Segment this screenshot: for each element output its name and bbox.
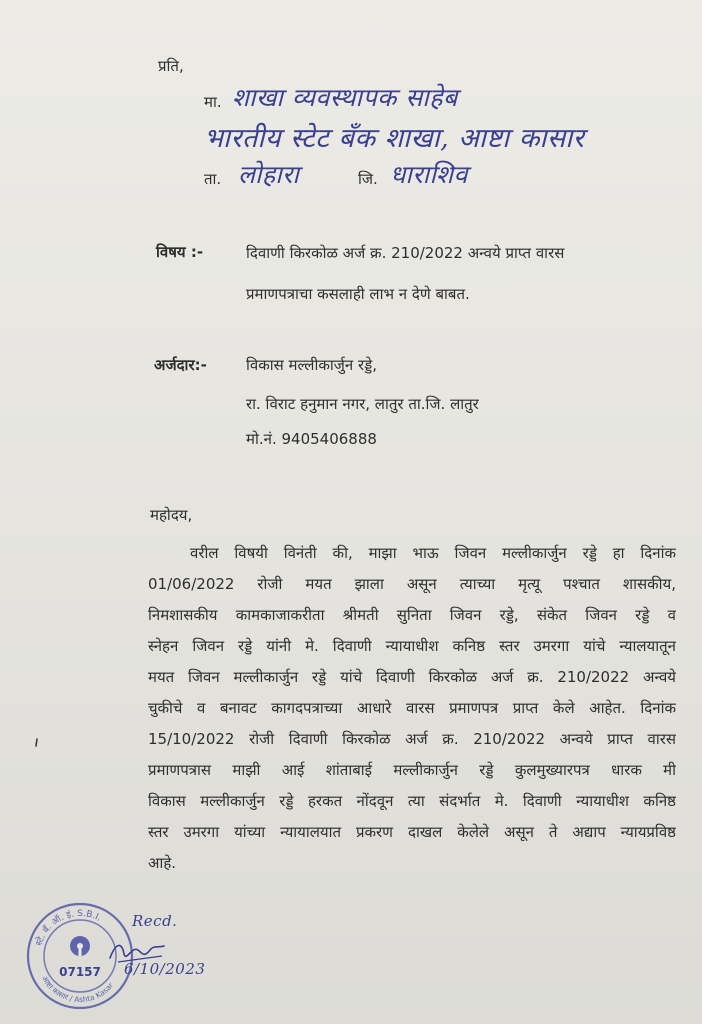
receipt-date: 6/10/2023	[124, 960, 206, 978]
subject-line1: दिवाणी किरकोळ अर्ज क्र. 210/2022 अन्वये प्राप्त वारस	[246, 244, 565, 262]
stamp-code: 07157	[59, 965, 101, 979]
stamp-bottom-text: आष्टा कासार / Ashta Kasar	[40, 974, 116, 1005]
applicant-label: अर्जदार:-	[154, 356, 207, 374]
district-value: धाराशिव	[390, 160, 468, 189]
ji-prefix: जि.	[358, 170, 378, 188]
body-line: विकास मल्लीकार्जुन रड्डे हरकत नोंदवून त्या संदर्भात मे. दिवाणी न्यायाधीश कनिष्ठ	[148, 792, 676, 810]
stamp-top-text: स्टे. बँ. ऑ. इं. S.B.I.	[34, 908, 103, 947]
ta-prefix: ता.	[204, 170, 222, 188]
body-line: निमशासकीय कामकाजाकरीता श्रीमती सुनिता जिवन रड्डे, संकेत जिवन रड्डे व	[148, 606, 676, 624]
body-paragraph	[148, 538, 676, 879]
subject-line2: प्रमाणपत्राचा कसलाही लाभ न देणे बाबत.	[246, 285, 470, 303]
receipt-recd: Recd.	[132, 912, 178, 930]
applicant-address: रा. विराट हनुमान नगर, लातुर ता.जि. लातुर	[246, 395, 479, 413]
body-line: 01/06/2022 रोजी मयत झाला असून त्याच्या मृत्यू पश्चात शासकीय,	[148, 575, 676, 593]
svg-text:स्टे. बँ. ऑ. इं. S.B.I.	[34, 909, 103, 947]
addressee-line1: शाखा व्यवस्थापक साहेब	[232, 83, 458, 112]
body-line: प्रमाणपत्रास माझी आई शांताबाई मल्लीकार्जुन रड्डे कुलमुख्यारपत्र धारक मी	[148, 761, 676, 779]
body-line: चुकीचे व बनावट कागदपत्राच्या आधारे वारस प्रमाणपत्र प्राप्त केले आहेत. दिनांक	[148, 699, 676, 717]
body-line: वरील विषयी विनंती की, माझा भाऊ जिवन मल्लीकार्जुन रड्डे हा दिनांक	[190, 544, 676, 562]
taluka-value: लोहारा	[238, 160, 300, 189]
applicant-mobile: मो.नं. 9405406888	[246, 430, 377, 448]
ma-prefix: मा.	[204, 93, 222, 111]
salutation: महोदय,	[150, 506, 193, 524]
addressee-line2: भारतीय स्टेट बँक शाखा, आष्टा कासार	[204, 123, 585, 154]
ink-mark	[34, 738, 40, 748]
body-line: आहे.	[148, 854, 177, 872]
body-line: मयत जिवन मल्लीकार्जुन रड्डे यांचे दिवाणी किरकोळ अर्ज क्र. 210/2022 अन्वये	[148, 668, 676, 686]
body-line: स्नेहन जिवन रड्डे यांनी मे. दिवाणी न्यायाधीश कनिष्ठ स्तर उमरगा यांचे न्यालयातून	[148, 637, 676, 655]
body-line: 15/10/2022 रोजी दिवाणी किरकोळ अर्ज क्र. 210/2022 अन्वये प्राप्त वारस	[148, 730, 676, 748]
prati-label: प्रति,	[158, 57, 184, 75]
subject-label: विषय :-	[156, 243, 204, 261]
applicant-name: विकास मल्लीकार्जुन रड्डे,	[246, 356, 377, 374]
body-line: स्तर उमरगा यांच्या न्यायालयात प्रकरण दाखल केलेले असून ते अद्याप न्यायप्रविष्ठ	[148, 823, 676, 841]
